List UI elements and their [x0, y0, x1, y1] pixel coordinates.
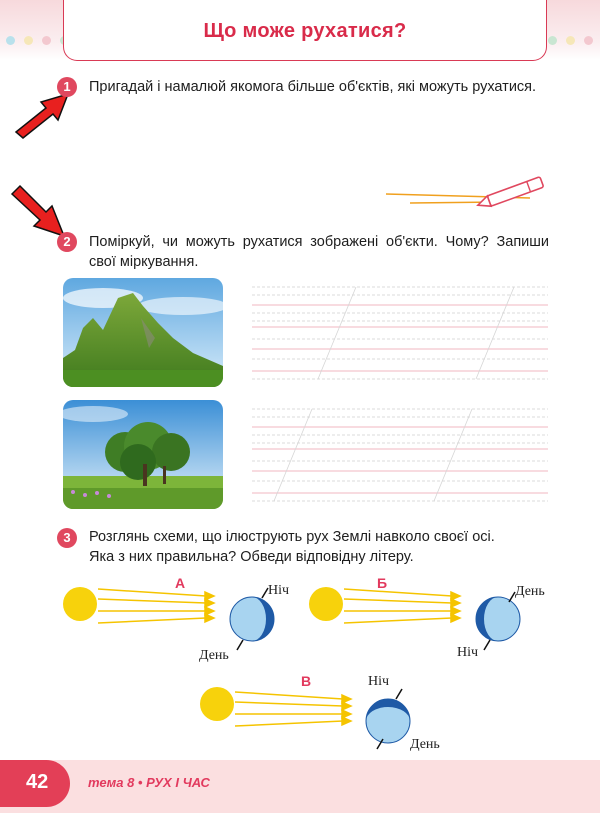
decor-dots-right: [548, 36, 593, 48]
label-pointer: [233, 638, 247, 652]
earth-icon: [229, 596, 275, 642]
arrow-icon: [8, 90, 76, 150]
diagram-c-label-bottom: День: [410, 737, 440, 752]
sun-rays: [344, 585, 462, 629]
footer: [0, 760, 600, 813]
writing-lines: [252, 283, 548, 383]
diagram-c-letter[interactable]: В: [301, 673, 312, 689]
label-pointer: [480, 638, 494, 652]
task-2-text: [89, 232, 549, 272]
task-2-line-1: Поміркуй, чи можуть рухатися зображені об'єкти. Чому? Запиши: [89, 234, 549, 250]
title-box: [63, 0, 547, 61]
task-3-line-2: Яка з них правильна? Обведи відповідну літеру.: [89, 549, 414, 565]
sun-icon: [63, 587, 97, 621]
diagram-a-label-top: Ніч: [268, 583, 290, 598]
task-1-text: Пригадай і намалюй якомога більше об'єктів, які можуть рухатися.: [89, 79, 537, 95]
footer-topic: тема 8 • РУХ І ЧАС: [88, 775, 210, 790]
label-pointer: [392, 687, 406, 701]
diagram-b-label-bottom: Ніч: [457, 645, 479, 660]
writing-lines: [252, 405, 548, 505]
diagram-b-label-top: День: [515, 584, 545, 599]
pencil-icon: [380, 172, 555, 212]
diagram-a-label-bottom: День: [199, 648, 229, 663]
diagram-b-letter[interactable]: Б: [377, 575, 388, 591]
sun-rays: [235, 688, 353, 732]
sun-icon: [200, 687, 234, 721]
page-number-tab: [0, 760, 70, 807]
diagram-a-letter[interactable]: А: [175, 575, 186, 591]
task-3-badge: 3: [57, 528, 77, 548]
task-2-line-2: свої міркування.: [89, 254, 199, 270]
page-title: Що може рухатися?: [203, 20, 407, 42]
task-3-line-1: Розглянь схеми, що ілюструють рух Землі навколо своєї осі.: [89, 529, 495, 545]
sun-icon: [309, 587, 343, 621]
label-pointer: [373, 737, 387, 751]
task-2-badge: 2: [57, 232, 77, 252]
task-1-badge: 1: [57, 77, 77, 97]
task-3-text: [89, 527, 559, 567]
trees-photo: [63, 400, 223, 509]
page-number: 42: [26, 771, 49, 793]
sun-rays: [98, 585, 216, 629]
earth-icon: [365, 698, 411, 744]
diagram-c-label-top: Ніч: [368, 674, 390, 689]
mountain-photo: [63, 278, 223, 387]
